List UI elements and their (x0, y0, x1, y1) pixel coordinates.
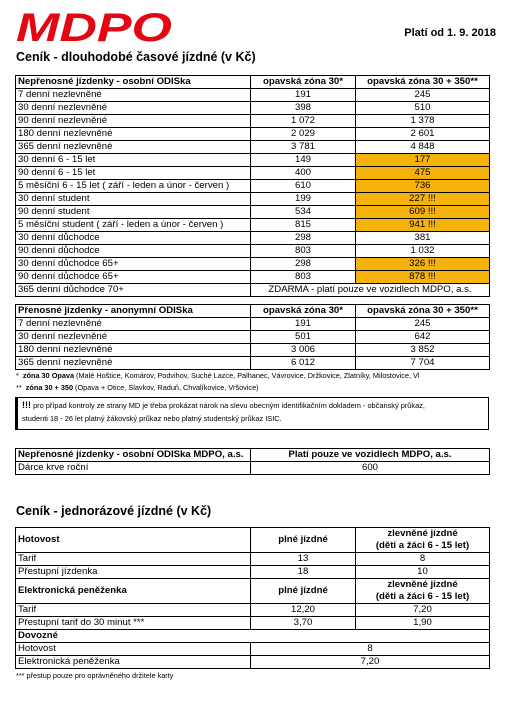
table-row (16, 206, 490, 219)
row-label: Tarif (16, 604, 251, 617)
row-value: 3,70 (251, 617, 356, 630)
row-value: 6 012 (251, 357, 356, 370)
dog-header-row (16, 630, 490, 643)
row-value: 298 (251, 232, 356, 245)
table-row (16, 180, 490, 193)
row-value: 642 (356, 331, 490, 344)
row-value: 1,90 (356, 617, 490, 630)
row-value: 326 !!! (356, 258, 490, 271)
row-label: Tarif (16, 553, 251, 566)
row-label: 365 denní nezlevněné (16, 357, 251, 370)
row-value: 8 (356, 553, 490, 566)
table-row (16, 232, 490, 245)
table-row (16, 604, 490, 617)
table-row (16, 128, 490, 141)
row-value: 177 (356, 154, 490, 167)
season-title: Ceník - dlouhodobé časové jízdné (v Kč) (16, 50, 256, 64)
row-label: 5 měsíční 6 - 15 let ( září - leden a únor - červen ) (16, 180, 251, 193)
row-label: 30 denní student (16, 193, 251, 206)
row-value: 400 (251, 167, 356, 180)
row-value: 7,20 (251, 656, 490, 669)
header-cell: opavská zóna 30* (251, 76, 356, 89)
table-row (16, 258, 490, 271)
table-row (16, 102, 490, 115)
table-row (16, 219, 490, 232)
discount-proof-notice: !!! pro případ kontroly ze strany MD je třeba prokázat nárok na slevu obecným identifikačním dokladem - občanský průkaz, studenti 18 - 26 let platný žákovský průkaz nebo platný studentský průkaz ISIC. (15, 397, 489, 430)
row-label: 90 denní student (16, 206, 251, 219)
header-cell: opavská zóna 30 + 350** (356, 76, 490, 89)
row-value: 803 (251, 245, 356, 258)
table-row (16, 656, 490, 669)
row-label: 90 denní důchodce (16, 245, 251, 258)
table-row (16, 89, 490, 102)
valid-from: Platí od 1. 9. 2018 (404, 27, 496, 39)
table-row (16, 357, 490, 370)
header-cell: Přenosné jízdenky - anonymní ODISka (16, 305, 251, 318)
row-label: 90 denní důchodce 65+ (16, 271, 251, 284)
table-row (16, 141, 490, 154)
row-value: 501 (251, 331, 356, 344)
row-value: 18 (251, 566, 356, 579)
row-value: 609 !!! (356, 206, 490, 219)
mdpo-ticket-table (15, 448, 490, 475)
row-value: 3 006 (251, 344, 356, 357)
row-value: 245 (356, 318, 490, 331)
row-label: 30 denní 6 - 15 let (16, 154, 251, 167)
row-value: 4 848 (356, 141, 490, 154)
row-label: Přestupní tarif do 30 minut *** (16, 617, 251, 630)
dog-header: Dovozné (16, 630, 490, 643)
row-label: 365 denní nezlevněné (16, 141, 251, 154)
row-label: 30 denní důchodce (16, 232, 251, 245)
row-value: 1 032 (356, 245, 490, 258)
row-label: 7 denní nezlevněné (16, 318, 251, 331)
row-label: 30 denní nezlevněné (16, 331, 251, 344)
single-fares-table (15, 527, 490, 669)
table-header-row (16, 305, 490, 318)
header-cell: Nepřenosné jízdenky - osobní ODISka (16, 76, 251, 89)
header-cell: Nepřenosné jízdenky - osobní ODISka MDPO, a.s. (16, 449, 251, 462)
single-title: Ceník - jednorázové jízdné (v Kč) (16, 504, 212, 518)
table-row (16, 617, 490, 630)
row-label: 30 denní nezlevněné (16, 102, 251, 115)
row-value: 227 !!! (356, 193, 490, 206)
table-row (16, 331, 490, 344)
row-value: 1 378 (356, 115, 490, 128)
row-value: 1 072 (251, 115, 356, 128)
col-reduced-fare: zlevněné jízdné (děti a žáci 6 - 15 let) (356, 528, 490, 553)
col-reduced-fare: zlevněné jízdné (děti a žáci 6 - 15 let) (356, 579, 490, 604)
table-row (16, 284, 490, 297)
col-full-fare: plné jízdné (251, 528, 356, 553)
cash-header: Hotovost (16, 528, 251, 553)
svg-text:MDPO: MDPO (16, 8, 172, 46)
row-label: Dárce krve roční (16, 462, 251, 475)
row-value: 803 (251, 271, 356, 284)
row-label: 90 denní 6 - 15 let (16, 167, 251, 180)
row-value: 600 (251, 462, 490, 475)
row-label: 7 denní nezlevněné (16, 89, 251, 102)
table-row (16, 318, 490, 331)
table-row (16, 462, 490, 475)
table-row (16, 115, 490, 128)
row-value: 7 704 (356, 357, 490, 370)
row-value: 12,20 (251, 604, 356, 617)
row-value: 298 (251, 258, 356, 271)
zone-note-2: ** zóna 30 + 350 (Opava + Otice, Slavkov, Raduň, Chvalíkovice, Vršovice) (16, 383, 259, 392)
row-value: 381 (356, 232, 490, 245)
col-full-fare: plné jízdné (251, 579, 356, 604)
header-cell: opavská zóna 30* (251, 305, 356, 318)
ewallet-header-row (16, 579, 490, 604)
personal-tickets-table (15, 75, 490, 297)
table-row (16, 566, 490, 579)
row-value: 398 (251, 102, 356, 115)
row-value: 610 (251, 180, 356, 193)
row-value: 191 (251, 318, 356, 331)
row-label: 30 denní důchodce 65+ (16, 258, 251, 271)
row-value: 2 029 (251, 128, 356, 141)
row-label: 180 denní nezlevněné (16, 344, 251, 357)
row-value: 3 852 (356, 344, 490, 357)
table-row (16, 193, 490, 206)
header-cell: opavská zóna 30 + 350** (356, 305, 490, 318)
row-value: 191 (251, 89, 356, 102)
row-value: ZDARMA - platí pouze ve vozidlech MDPO, a.s. (251, 284, 490, 297)
row-value: 199 (251, 193, 356, 206)
cash-header-row (16, 528, 490, 553)
row-value: 3 781 (251, 141, 356, 154)
table-row (16, 271, 490, 284)
table-row (16, 167, 490, 180)
table-row (16, 154, 490, 167)
row-label: 5 měsíční student ( září - leden a únor - červen ) (16, 219, 251, 232)
header-cell: Platí pouze ve vozidlech MDPO, a.s. (251, 449, 490, 462)
row-label: Přestupní jízdenka (16, 566, 251, 579)
table-row (16, 344, 490, 357)
row-label: Elektronická peněženka (16, 656, 251, 669)
row-value: 2 601 (356, 128, 490, 141)
row-value: 475 (356, 167, 490, 180)
row-label: 180 denní nezlevněné (16, 128, 251, 141)
row-value: 941 !!! (356, 219, 490, 232)
row-label: Hotovost (16, 643, 251, 656)
table-row (16, 553, 490, 566)
row-value: 510 (356, 102, 490, 115)
row-value: 534 (251, 206, 356, 219)
row-value: 7,20 (356, 604, 490, 617)
transfer-footnote: *** přestup pouze pro oprávněného držitele karty (16, 671, 174, 680)
row-value: 8 (251, 643, 490, 656)
ewallet-header: Elektronická peněženka (16, 579, 251, 604)
row-value: 10 (356, 566, 490, 579)
zone-note-1: * zóna 30 Opava (Malé Hoštice, Komárov, Podvihov, Suché Lazce, Palhanec, Vávrovice, Držkovice, Zlatníky, Milostovice, Vl (16, 371, 420, 380)
table-row (16, 245, 490, 258)
row-value: 815 (251, 219, 356, 232)
mdpo-logo (16, 8, 174, 46)
table-header-row (16, 449, 490, 462)
anonymous-tickets-table (15, 304, 490, 370)
row-value: 245 (356, 89, 490, 102)
row-value: 736 (356, 180, 490, 193)
row-label: 365 denní důchodce 70+ (16, 284, 251, 297)
row-value: 149 (251, 154, 356, 167)
row-value: 878 !!! (356, 271, 490, 284)
table-header-row (16, 76, 490, 89)
row-label: 90 denní nezlevněné (16, 115, 251, 128)
row-value: 13 (251, 553, 356, 566)
table-row (16, 643, 490, 656)
